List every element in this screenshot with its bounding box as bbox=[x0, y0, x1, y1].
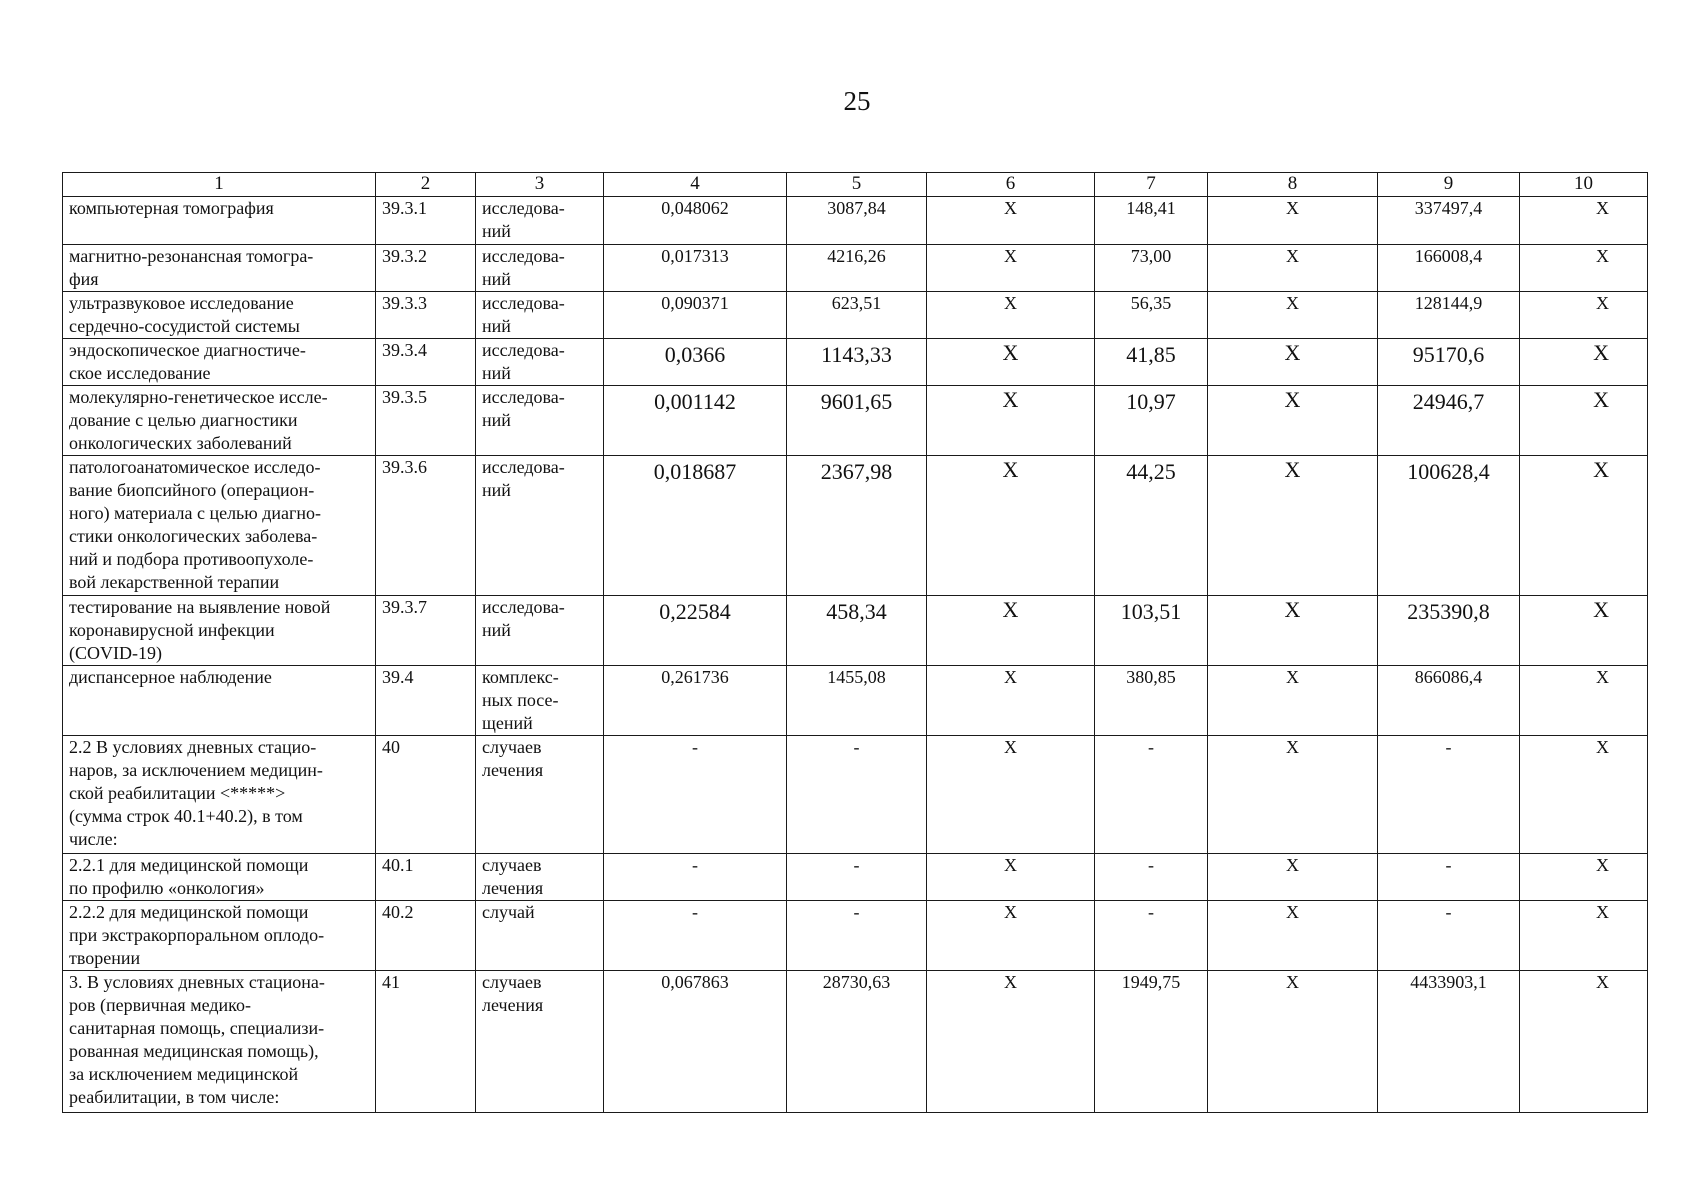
value-col-4: 0,067863 bbox=[604, 971, 787, 1113]
value-col-8: X bbox=[1208, 901, 1378, 971]
value-col-7: 73,00 bbox=[1095, 245, 1208, 292]
value-col-8: X bbox=[1208, 386, 1378, 456]
value-col-9: - bbox=[1378, 901, 1520, 971]
value-col-10: X bbox=[1520, 666, 1648, 736]
row-name: компьютерная томография bbox=[63, 197, 376, 245]
row-name: молекулярно-генетическое иссле- дование с целью диагностики онкологических заболеваний bbox=[63, 386, 376, 456]
value-col-10: X bbox=[1520, 854, 1648, 901]
row-name: диспансерное наблюдение bbox=[63, 666, 376, 736]
data-table bbox=[62, 172, 1648, 1113]
table-row bbox=[63, 386, 1648, 456]
value-col-7: - bbox=[1095, 736, 1208, 854]
row-name: 2.2 В условиях дневных стацио- наров, за исключением медицин- ской реабилитации <*****> (сумма строк 40.1+40.2), в том числе: bbox=[63, 736, 376, 854]
value-col-6: X bbox=[927, 854, 1095, 901]
value-col-9: 235390,8 bbox=[1378, 596, 1520, 666]
row-code: 39.3.5 bbox=[376, 386, 476, 456]
value-col-4: 0,261736 bbox=[604, 666, 787, 736]
value-col-7: 44,25 bbox=[1095, 456, 1208, 596]
value-col-5: 2367,98 bbox=[787, 456, 927, 596]
table-row bbox=[63, 971, 1648, 1113]
row-name: 2.2.2 для медицинской помощи при экстракорпоральном оплодо- творении bbox=[63, 901, 376, 971]
value-col-7: 1949,75 bbox=[1095, 971, 1208, 1113]
value-col-8: X bbox=[1208, 197, 1378, 245]
column-number: 9 bbox=[1378, 173, 1520, 197]
value-col-8: X bbox=[1208, 456, 1378, 596]
row-unit: исследова- ний bbox=[476, 339, 604, 386]
value-col-9: 100628,4 bbox=[1378, 456, 1520, 596]
value-col-4: - bbox=[604, 901, 787, 971]
table-row bbox=[63, 292, 1648, 339]
value-col-6: X bbox=[927, 456, 1095, 596]
value-col-7: 380,85 bbox=[1095, 666, 1208, 736]
value-col-8: X bbox=[1208, 292, 1378, 339]
value-col-4: 0,0366 bbox=[604, 339, 787, 386]
value-col-5: 4216,26 bbox=[787, 245, 927, 292]
value-col-4: - bbox=[604, 854, 787, 901]
value-col-10: X bbox=[1520, 245, 1648, 292]
column-number: 3 bbox=[476, 173, 604, 197]
row-name: тестирование на выявление новой коронавирусной инфекции (COVID-19) bbox=[63, 596, 376, 666]
value-col-6: X bbox=[927, 292, 1095, 339]
table-row bbox=[63, 854, 1648, 901]
column-number: 4 bbox=[604, 173, 787, 197]
value-col-5: - bbox=[787, 901, 927, 971]
value-col-8: X bbox=[1208, 971, 1378, 1113]
value-col-9: 95170,6 bbox=[1378, 339, 1520, 386]
table-row bbox=[63, 456, 1648, 596]
row-code: 39.3.7 bbox=[376, 596, 476, 666]
value-col-10: X bbox=[1520, 901, 1648, 971]
value-col-10: X bbox=[1520, 339, 1648, 386]
row-code: 39.3.4 bbox=[376, 339, 476, 386]
value-col-4: 0,018687 bbox=[604, 456, 787, 596]
value-col-9: 24946,7 bbox=[1378, 386, 1520, 456]
value-col-6: X bbox=[927, 901, 1095, 971]
column-number: 2 bbox=[376, 173, 476, 197]
row-unit: случай bbox=[476, 901, 604, 971]
value-col-5: 623,51 bbox=[787, 292, 927, 339]
value-col-10: X bbox=[1520, 736, 1648, 854]
column-number: 8 bbox=[1208, 173, 1378, 197]
value-col-4: - bbox=[604, 736, 787, 854]
value-col-5: 3087,84 bbox=[787, 197, 927, 245]
row-unit: исследова- ний bbox=[476, 456, 604, 596]
value-col-7: 56,35 bbox=[1095, 292, 1208, 339]
value-col-6: X bbox=[927, 339, 1095, 386]
column-number: 6 bbox=[927, 173, 1095, 197]
value-col-5: - bbox=[787, 854, 927, 901]
row-code: 39.3.1 bbox=[376, 197, 476, 245]
row-unit: исследова- ний bbox=[476, 197, 604, 245]
value-col-7: - bbox=[1095, 901, 1208, 971]
value-col-9: 166008,4 bbox=[1378, 245, 1520, 292]
value-col-10: X bbox=[1520, 596, 1648, 666]
row-unit: исследова- ний bbox=[476, 386, 604, 456]
row-unit: комплекс- ных посе- щений bbox=[476, 666, 604, 736]
column-number-row bbox=[63, 173, 1648, 197]
row-code: 41 bbox=[376, 971, 476, 1113]
table-row bbox=[63, 596, 1648, 666]
value-col-8: X bbox=[1208, 666, 1378, 736]
row-code: 39.3.6 bbox=[376, 456, 476, 596]
row-code: 40 bbox=[376, 736, 476, 854]
value-col-5: - bbox=[787, 736, 927, 854]
value-col-6: X bbox=[927, 386, 1095, 456]
value-col-9: - bbox=[1378, 854, 1520, 901]
value-col-4: 0,090371 bbox=[604, 292, 787, 339]
row-unit: случаев лечения bbox=[476, 736, 604, 854]
value-col-6: X bbox=[927, 736, 1095, 854]
column-number: 1 bbox=[63, 173, 376, 197]
value-col-4: 0,048062 bbox=[604, 197, 787, 245]
row-name: эндоскопическое диагностиче- ское исследование bbox=[63, 339, 376, 386]
value-col-5: 9601,65 bbox=[787, 386, 927, 456]
value-col-8: X bbox=[1208, 736, 1378, 854]
table-row bbox=[63, 197, 1648, 245]
row-unit: случаев лечения bbox=[476, 971, 604, 1113]
column-number: 5 bbox=[787, 173, 927, 197]
value-col-8: X bbox=[1208, 854, 1378, 901]
value-col-5: 458,34 bbox=[787, 596, 927, 666]
table-row bbox=[63, 666, 1648, 736]
value-col-10: X bbox=[1520, 197, 1648, 245]
value-col-5: 1455,08 bbox=[787, 666, 927, 736]
value-col-6: X bbox=[927, 666, 1095, 736]
row-code: 39.4 bbox=[376, 666, 476, 736]
page-number: 25 bbox=[843, 86, 871, 116]
value-col-6: X bbox=[927, 245, 1095, 292]
value-col-6: X bbox=[927, 971, 1095, 1113]
row-name: патологоанатомическое исследо- вание биопсийного (операцион- ного) материала с целью диагно- стики онкологических заболева- ний и подбора противоопухоле- вой лекарственной терапии bbox=[63, 456, 376, 596]
value-col-9: - bbox=[1378, 736, 1520, 854]
value-col-10: X bbox=[1520, 971, 1648, 1113]
value-col-7: - bbox=[1095, 854, 1208, 901]
value-col-10: X bbox=[1520, 456, 1648, 596]
table-row bbox=[63, 339, 1648, 386]
value-col-10: X bbox=[1520, 386, 1648, 456]
row-name: магнитно-резонансная томогра- фия bbox=[63, 245, 376, 292]
row-name: 3. В условиях дневных стациона- ров (первичная медико- санитарная помощь, специализи- рованная медицинская помощь), за исключением медицинской реабилитации, в том числе: bbox=[63, 971, 376, 1113]
row-code: 40.2 bbox=[376, 901, 476, 971]
table-row bbox=[63, 901, 1648, 971]
column-number: 7 bbox=[1095, 173, 1208, 197]
value-col-9: 866086,4 bbox=[1378, 666, 1520, 736]
value-col-9: 337497,4 bbox=[1378, 197, 1520, 245]
value-col-7: 41,85 bbox=[1095, 339, 1208, 386]
row-unit: исследова- ний bbox=[476, 245, 604, 292]
row-name: 2.2.1 для медицинской помощи по профилю «онкология» bbox=[63, 854, 376, 901]
value-col-6: X bbox=[927, 197, 1095, 245]
row-unit: случаев лечения bbox=[476, 854, 604, 901]
value-col-8: X bbox=[1208, 339, 1378, 386]
value-col-4: 0,017313 bbox=[604, 245, 787, 292]
value-col-5: 28730,63 bbox=[787, 971, 927, 1113]
row-unit: исследова- ний bbox=[476, 292, 604, 339]
value-col-6: X bbox=[927, 596, 1095, 666]
value-col-7: 103,51 bbox=[1095, 596, 1208, 666]
row-code: 39.3.2 bbox=[376, 245, 476, 292]
value-col-7: 148,41 bbox=[1095, 197, 1208, 245]
value-col-9: 128144,9 bbox=[1378, 292, 1520, 339]
value-col-4: 0,001142 bbox=[604, 386, 787, 456]
row-unit: исследова- ний bbox=[476, 596, 604, 666]
value-col-5: 1143,33 bbox=[787, 339, 927, 386]
table-row bbox=[63, 736, 1648, 854]
value-col-4: 0,22584 bbox=[604, 596, 787, 666]
value-col-9: 4433903,1 bbox=[1378, 971, 1520, 1113]
row-name: ультразвуковое исследование сердечно-сосудистой системы bbox=[63, 292, 376, 339]
row-code: 40.1 bbox=[376, 854, 476, 901]
value-col-7: 10,97 bbox=[1095, 386, 1208, 456]
value-col-8: X bbox=[1208, 596, 1378, 666]
row-code: 39.3.3 bbox=[376, 292, 476, 339]
table-row bbox=[63, 245, 1648, 292]
column-number: 10 bbox=[1520, 173, 1648, 197]
value-col-10: X bbox=[1520, 292, 1648, 339]
value-col-8: X bbox=[1208, 245, 1378, 292]
